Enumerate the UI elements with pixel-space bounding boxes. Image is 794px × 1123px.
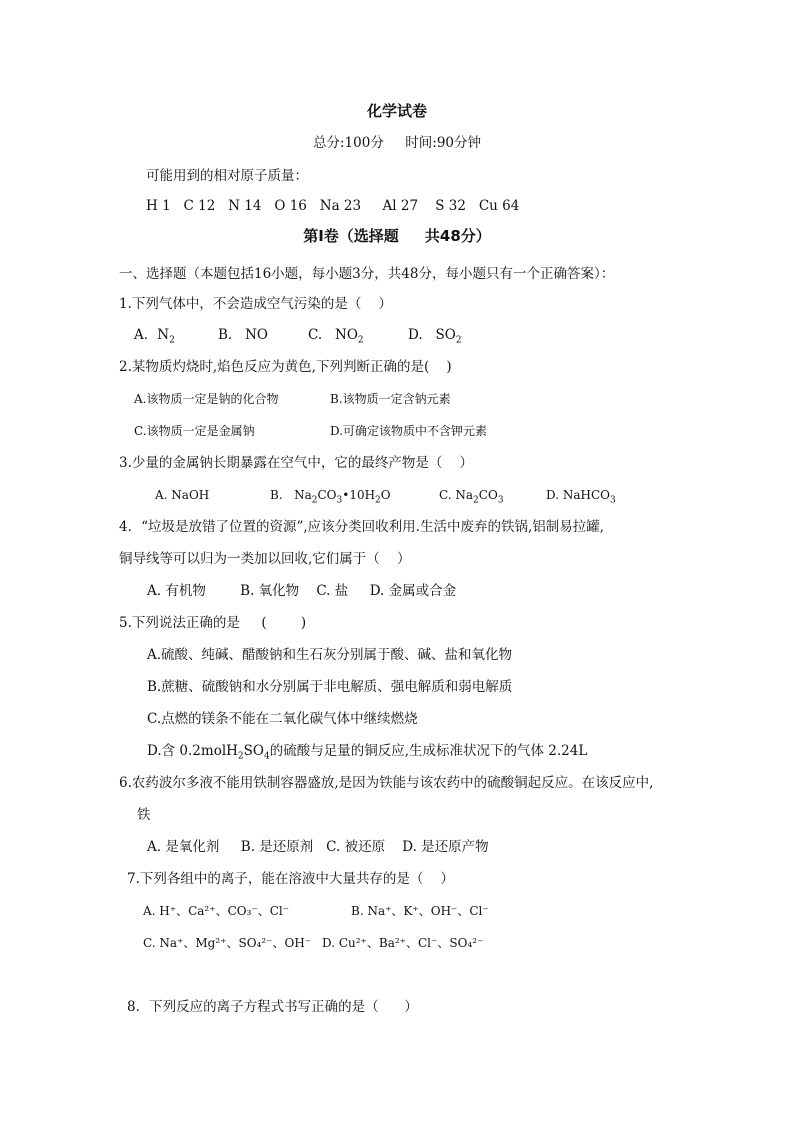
- q5-option-c: C.点燃的镁条不能在二氧化碳气体中继续燃烧: [147, 711, 418, 727]
- q7-option-a: A. H⁺、Ca²⁺、CO₃⁻、Cl⁻: [143, 904, 290, 918]
- q5-option-a: A.硫酸、纯碱、醋酸钠和生石灰分别属于酸、碱、盐和氧化物: [147, 647, 513, 663]
- q5-option-b: B.蔗糖、硫酸钠和水分别属于非电解质、强电解质和弱电解质: [147, 679, 513, 695]
- q2-stem: 2.某物质灼烧时,焰色反应为黄色,下列判断正确的是( ): [119, 359, 452, 375]
- section1-instructions: 一、选择题（本题包括16小题，每小题3分，共48分，每小题只有一个正确答案）：: [119, 266, 615, 282]
- q2-option-a: A.该物质一定是钠的化合物: [134, 392, 279, 406]
- q7-option-c: C. Na⁺、Mg²⁺、SO₄²⁻、OH⁻: [143, 936, 312, 950]
- q7-option-d: D. Cu²⁺、Ba²⁺、Cl⁻、SO₄²⁻: [322, 936, 484, 950]
- atomic-mass-values: H 1 C 12 N 14 O 16 Na 23 Al 27 S 32 Cu 64: [146, 198, 520, 214]
- q4-stem-line2: 铜导线等可以归为一类加以回收,它们属于（ ）: [119, 551, 411, 567]
- q3-option-a: A. NaOH: [155, 488, 210, 502]
- q2-option-d: D.可确定该物质中不含钾元素: [330, 424, 488, 438]
- q3-stem: 3.少量的金属钠长期暴露在空气中，它的最终产物是（ ）: [119, 455, 474, 471]
- exam-subtitle: 总分:100分 时间:90分钟: [313, 135, 481, 151]
- q6-options: A. 是氧化剂 B. 是还原剂 C. 被还原 D. 是还原产物: [147, 839, 489, 855]
- q1-option-c: C. $NO_2$: [308, 327, 364, 346]
- q3-option-c: C. $Na_2CO_3$: [439, 488, 504, 506]
- q3-option-b: B. $Na_2CO_3•10H_2O$: [270, 488, 391, 506]
- q2-option-b: B.该物质一定含钠元素: [330, 392, 451, 406]
- q3-option-d: D. NaHCO$_3$: [546, 488, 616, 506]
- q5-stem: 5.下列说法正确的是 ( ): [119, 615, 307, 631]
- q1-option-a: A．$N_2$: [134, 327, 175, 346]
- q4-stem-line1: 4．“垃圾是放错了位置的资源”,应该分类回收利用.生活中废弃的铁锅,铝制易拉罐,: [119, 519, 605, 535]
- q1-stem: 1.下列气体中，不会造成空气污染的是（ ）: [119, 296, 393, 312]
- q6-stem-line1: 6.农药波尔多液不能用铁制容器盛放,是因为铁能与该农药中的硫酸铜起反应。在该反应中,: [119, 775, 654, 791]
- q1-option-b: B. NO: [218, 327, 268, 343]
- q2-option-c: C.该物质一定是金属钠: [134, 424, 255, 438]
- q7-stem: 7.下列各组中的离子，能在溶液中大量共存的是（ ）: [127, 871, 455, 887]
- q4-options: A. 有机物 B. 氧化物 C. 盐 D. 金属或合金: [147, 583, 457, 599]
- q7-option-b: B. Na⁺、K⁺、OH⁻、Cl⁻: [351, 904, 489, 918]
- q8-stem: 8．下列反应的离子方程式书写正确的是（ ）: [127, 999, 418, 1015]
- q6-stem-line2: 铁: [137, 807, 151, 823]
- q5-option-d: D.含 $0.2molH_2SO_4$的硫酸与足量的铜反应,生成标准状况下的气体 2.24L: [147, 743, 588, 762]
- exam-title: 化学试卷: [366, 102, 427, 120]
- q1-option-d: D. $SO_2$: [408, 327, 462, 346]
- part1-heading: 第Ⅰ卷（选择题 共48分）: [303, 227, 491, 245]
- atomic-mass-label: 可能用到的相对原子质量：: [146, 168, 308, 184]
